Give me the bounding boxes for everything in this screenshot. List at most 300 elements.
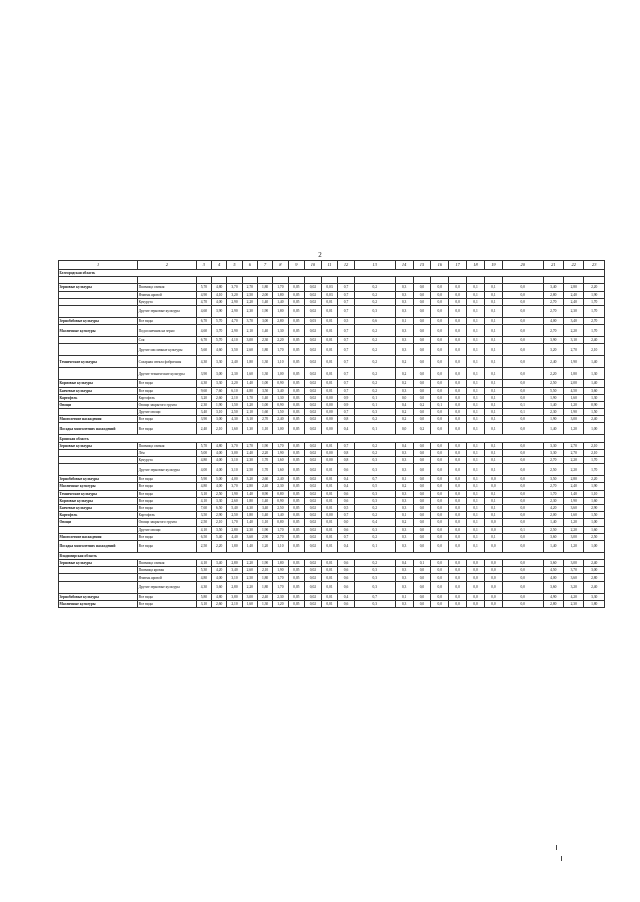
value-cell: 0,1 xyxy=(467,540,485,552)
value-cell: 0,7 xyxy=(338,442,355,449)
value-cell: 3,40 xyxy=(212,560,227,567)
value-cell: 0,1 xyxy=(467,284,485,291)
table-row xyxy=(59,305,605,317)
value-cell: 1,10 xyxy=(273,356,288,368)
value-cell: 4,20 xyxy=(564,593,584,600)
value-cell: 0,03 xyxy=(321,284,338,291)
value-cell: 4,80 xyxy=(212,284,227,291)
value-cell: 2,30 xyxy=(196,401,211,408)
value-cell: 0,0 xyxy=(413,442,431,449)
value-cell: 0,7 xyxy=(338,291,355,298)
value-cell: 0,3 xyxy=(395,574,413,581)
value-cell: 0,02 xyxy=(305,490,322,497)
crop-cell: Все виды xyxy=(138,380,197,387)
value-cell: 2,10 xyxy=(242,409,257,416)
value-cell: 0,2 xyxy=(395,368,413,380)
crop-group-cell: Зернобобовые культуры xyxy=(59,317,138,324)
crop-group-cell xyxy=(59,277,138,284)
value-cell: 2,70 xyxy=(584,317,605,324)
value-cell: 0,05 xyxy=(288,387,305,394)
value-cell: 0,1 xyxy=(467,337,485,344)
value-cell xyxy=(484,277,502,284)
crop-cell: Все виды xyxy=(138,497,197,504)
value-cell: 5,70 xyxy=(196,442,211,449)
column-header: 12 xyxy=(338,261,355,270)
value-cell: 1,80 xyxy=(242,497,257,504)
value-cell: 0,3 xyxy=(395,533,413,540)
table-row xyxy=(59,504,605,511)
value-cell: 0,6 xyxy=(338,560,355,567)
value-cell: 2,70 xyxy=(564,449,584,456)
value-cell: 3,10 xyxy=(212,409,227,416)
value-cell: 7,60 xyxy=(196,504,211,511)
value-cell: 0,0 xyxy=(502,442,543,449)
value-cell: 2,60 xyxy=(257,476,272,483)
value-cell: 0,1 xyxy=(484,298,502,305)
value-cell: 0,05 xyxy=(288,423,305,435)
value-cell: 1,70 xyxy=(584,325,605,337)
value-cell: 0,05 xyxy=(288,504,305,511)
value-cell: 0,0 xyxy=(413,464,431,476)
crop-group-cell: Бахчевые культуры xyxy=(59,387,138,394)
value-cell: 1,90 xyxy=(543,416,563,423)
value-cell: 3,60 xyxy=(564,504,584,511)
value-cell: 0,0 xyxy=(413,581,431,593)
value-cell: 0,0 xyxy=(413,416,431,423)
value-cell: 0,05 xyxy=(288,519,305,526)
value-cell: 0,7 xyxy=(338,356,355,368)
value-cell: 0,1 xyxy=(467,519,485,526)
column-header: 19 xyxy=(484,261,502,270)
value-cell: 3,00 xyxy=(564,416,584,423)
value-cell: 0,0 xyxy=(413,497,431,504)
value-cell: 0,0 xyxy=(502,337,543,344)
table-row xyxy=(59,298,605,305)
value-cell: 2,50 xyxy=(543,526,563,533)
value-cell: 4,00 xyxy=(227,476,242,483)
value-cell: 0,02 xyxy=(305,409,322,416)
value-cell: 4,30 xyxy=(242,504,257,511)
table-row xyxy=(59,277,605,284)
value-cell: 0,02 xyxy=(305,483,322,490)
value-cell: 0,6 xyxy=(338,497,355,504)
value-cell: 3,20 xyxy=(196,394,211,401)
yield-norms-table xyxy=(58,260,605,608)
value-cell: 4,80 xyxy=(212,593,227,600)
value-cell: 1,80 xyxy=(257,581,272,593)
value-cell: 3,20 xyxy=(564,581,584,593)
table-row xyxy=(59,567,605,574)
table-row xyxy=(59,581,605,593)
value-cell: 0,0 xyxy=(502,497,543,504)
value-cell: 3,40 xyxy=(273,387,288,394)
value-cell: 0,0 xyxy=(413,567,431,574)
value-cell: 3,10 xyxy=(196,490,211,497)
value-cell: 2,30 xyxy=(242,526,257,533)
value-cell: 2,20 xyxy=(242,581,257,593)
value-cell: 0,9 xyxy=(338,394,355,401)
value-cell: 0,1 xyxy=(467,344,485,356)
value-cell: 1,60 xyxy=(584,526,605,533)
crop-cell: Все виды xyxy=(138,504,197,511)
value-cell: 0,03 xyxy=(288,401,305,408)
column-header: 1 xyxy=(59,261,138,270)
value-cell: 1,90 xyxy=(257,442,272,449)
crop-cell: Все виды xyxy=(138,416,197,423)
value-cell: 1,40 xyxy=(257,512,272,519)
value-cell: 2,90 xyxy=(227,298,242,305)
crop-cell: Другие зерновые культуры xyxy=(138,464,197,476)
value-cell: 1,50 xyxy=(273,409,288,416)
value-cell: 3,00 xyxy=(212,416,227,423)
value-cell: 0,0 xyxy=(431,581,449,593)
value-cell: 1,50 xyxy=(584,512,605,519)
value-cell: 0,0 xyxy=(449,449,467,456)
value-cell: 0,1 xyxy=(484,533,502,540)
value-cell: 2,30 xyxy=(564,305,584,317)
value-cell: 0,4 xyxy=(395,442,413,449)
value-cell: 0,3 xyxy=(395,449,413,456)
region-row xyxy=(59,552,605,559)
table-row xyxy=(59,560,605,567)
value-cell: 4,00 xyxy=(212,298,227,305)
value-cell: 3,00 xyxy=(257,317,272,324)
crop-group-cell xyxy=(59,457,138,464)
value-cell: 0,3 xyxy=(354,409,395,416)
value-cell: 1,90 xyxy=(257,305,272,317)
value-cell: 1,40 xyxy=(242,380,257,387)
value-cell: 0,80 xyxy=(273,519,288,526)
value-cell: 5,70 xyxy=(196,284,211,291)
value-cell: 3,60 xyxy=(212,581,227,593)
value-cell: 2,50 xyxy=(543,380,563,387)
value-cell: 0,6 xyxy=(354,317,395,324)
value-cell: 0,6 xyxy=(338,526,355,533)
table-row xyxy=(59,457,605,464)
value-cell: 2,90 xyxy=(212,512,227,519)
value-cell: 1,10 xyxy=(257,519,272,526)
value-cell: 2,80 xyxy=(584,574,605,581)
value-cell: 0,0 xyxy=(413,540,431,552)
value-cell: 0,7 xyxy=(338,298,355,305)
value-cell: 3,30 xyxy=(543,449,563,456)
crop-cell: Картофель xyxy=(138,512,197,519)
value-cell: 0,3 xyxy=(354,574,395,581)
value-cell: 0,2 xyxy=(354,512,395,519)
value-cell xyxy=(431,277,449,284)
value-cell: 2,20 xyxy=(584,476,605,483)
value-cell: 0,0 xyxy=(413,337,431,344)
value-cell: 2,70 xyxy=(564,344,584,356)
value-cell xyxy=(242,277,257,284)
value-cell: 0,0 xyxy=(449,284,467,291)
value-cell: 0,0 xyxy=(502,540,543,552)
value-cell: 0,1 xyxy=(467,457,485,464)
value-cell: 0,0 xyxy=(449,600,467,607)
value-cell: 0,01 xyxy=(321,540,338,552)
value-cell: 0,0 xyxy=(431,291,449,298)
value-cell: 0,02 xyxy=(305,394,322,401)
value-cell: 0,3 xyxy=(395,581,413,593)
value-cell: 0,01 xyxy=(321,567,338,574)
value-cell: 0,1 xyxy=(484,449,502,456)
value-cell: 3,40 xyxy=(196,409,211,416)
value-cell: 3,70 xyxy=(242,317,257,324)
page-number: 2 xyxy=(318,251,322,259)
value-cell: 0,1 xyxy=(467,423,485,435)
value-cell: 2,60 xyxy=(212,394,227,401)
value-cell: 5,40 xyxy=(212,533,227,540)
crop-cell: Другие технические культуры xyxy=(138,368,197,380)
value-cell: 5,50 xyxy=(543,387,563,394)
value-cell: 0,0 xyxy=(431,344,449,356)
table-row xyxy=(59,409,605,416)
value-cell: 2,10 xyxy=(584,344,605,356)
value-cell: 0,00 xyxy=(321,449,338,456)
value-cell: 0,1 xyxy=(484,497,502,504)
crop-group-cell: Зерновые культуры xyxy=(59,284,138,291)
value-cell: 0,1 xyxy=(502,526,543,533)
table-row xyxy=(59,394,605,401)
value-cell: 0,90 xyxy=(273,497,288,504)
value-cell: 0,0 xyxy=(484,476,502,483)
value-cell: 0,2 xyxy=(354,298,395,305)
column-header: 10 xyxy=(305,261,322,270)
value-cell: 2,80 xyxy=(227,581,242,593)
column-header: 23 xyxy=(584,261,605,270)
value-cell: 0,0 xyxy=(502,387,543,394)
value-cell: 0,1 xyxy=(467,291,485,298)
value-cell: 0,0 xyxy=(413,409,431,416)
value-cell: 0,01 xyxy=(321,317,338,324)
value-cell: 3,50 xyxy=(257,387,272,394)
value-cell: 0,02 xyxy=(305,560,322,567)
value-cell xyxy=(413,277,431,284)
value-cell xyxy=(449,277,467,284)
value-cell: 0,2 xyxy=(413,423,431,435)
value-cell: 0,3 xyxy=(354,497,395,504)
value-cell: 4,10 xyxy=(227,337,242,344)
value-cell: 2,40 xyxy=(584,337,605,344)
value-cell: 0,0 xyxy=(502,533,543,540)
value-cell: 0,00 xyxy=(321,423,338,435)
value-cell: 0,02 xyxy=(305,476,322,483)
column-header: 6 xyxy=(242,261,257,270)
value-cell: 0,2 xyxy=(354,449,395,456)
value-cell: 0,05 xyxy=(288,442,305,449)
value-cell: 1,60 xyxy=(273,457,288,464)
crop-group-cell xyxy=(59,337,138,344)
value-cell: 0,1 xyxy=(467,409,485,416)
value-cell: 0,00 xyxy=(321,416,338,423)
value-cell: 0,0 xyxy=(431,567,449,574)
value-cell: 0,0 xyxy=(502,344,543,356)
value-cell: 4,70 xyxy=(196,298,211,305)
value-cell: 0,0 xyxy=(502,394,543,401)
value-cell: 0,02 xyxy=(305,449,322,456)
crop-group-cell: Технические культуры xyxy=(59,356,138,368)
value-cell: 1,60 xyxy=(227,423,242,435)
value-cell: 1,20 xyxy=(273,600,288,607)
value-cell: 2,20 xyxy=(584,284,605,291)
value-cell: 3,90 xyxy=(196,416,211,423)
crop-cell: Кукуруза xyxy=(138,457,197,464)
crop-cell: Все виды xyxy=(138,600,197,607)
value-cell: 0,2 xyxy=(354,368,395,380)
value-cell: 2,60 xyxy=(242,344,257,356)
column-header: 8 xyxy=(273,261,288,270)
value-cell: 0,3 xyxy=(395,325,413,337)
value-cell: 0,3 xyxy=(395,540,413,552)
value-cell: 0,7 xyxy=(338,368,355,380)
value-cell: 0,01 xyxy=(321,298,338,305)
value-cell: 1,20 xyxy=(564,423,584,435)
value-cell: 5,00 xyxy=(212,476,227,483)
value-cell: 0,0 xyxy=(449,457,467,464)
value-cell: 2,40 xyxy=(257,483,272,490)
value-cell: 5,80 xyxy=(196,593,211,600)
value-cell: 3,20 xyxy=(227,291,242,298)
value-cell: 0,0 xyxy=(413,593,431,600)
value-cell: 0,02 xyxy=(305,512,322,519)
value-cell: 3,60 xyxy=(564,574,584,581)
value-cell: 3,30 xyxy=(584,593,605,600)
value-cell: 3,90 xyxy=(196,368,211,380)
value-cell: 0,2 xyxy=(395,380,413,387)
value-cell: 0,3 xyxy=(395,526,413,533)
value-cell: 0,01 xyxy=(321,305,338,317)
value-cell: 3,50 xyxy=(212,526,227,533)
value-cell: 1,40 xyxy=(543,540,563,552)
value-cell: 0,1 xyxy=(484,409,502,416)
value-cell: 2,20 xyxy=(543,368,563,380)
table-row xyxy=(59,449,605,456)
value-cell: 2,40 xyxy=(242,449,257,456)
value-cell: 0,0 xyxy=(449,317,467,324)
value-cell: 0,03 xyxy=(288,394,305,401)
crop-cell: Другие овощи xyxy=(138,526,197,533)
column-header: 20 xyxy=(502,261,543,270)
value-cell: 0,02 xyxy=(305,416,322,423)
value-cell: 0,7 xyxy=(354,593,395,600)
table-row xyxy=(59,526,605,533)
value-cell: 0,1 xyxy=(395,317,413,324)
crop-group-cell xyxy=(59,368,138,380)
value-cell: 1,80 xyxy=(227,540,242,552)
value-cell: 0,00 xyxy=(321,409,338,416)
value-cell: 2,30 xyxy=(543,409,563,416)
value-cell: 0,02 xyxy=(305,387,322,394)
value-cell: 0,0 xyxy=(449,387,467,394)
value-cell: 0,01 xyxy=(321,519,338,526)
value-cell: 0,02 xyxy=(305,337,322,344)
value-cell: 1,20 xyxy=(564,401,584,408)
value-cell: 0,6 xyxy=(338,464,355,476)
value-cell: 2,50 xyxy=(227,409,242,416)
crop-group-cell xyxy=(59,449,138,456)
value-cell: 0,05 xyxy=(288,457,305,464)
value-cell: 1,30 xyxy=(584,368,605,380)
value-cell: 2,00 xyxy=(543,512,563,519)
value-cell: 2,70 xyxy=(543,457,563,464)
value-cell: 1,80 xyxy=(273,291,288,298)
value-cell: 3,00 xyxy=(564,533,584,540)
value-cell: 0,0 xyxy=(431,519,449,526)
table-row xyxy=(59,464,605,476)
value-cell: 0,0 xyxy=(449,442,467,449)
value-cell: 2,50 xyxy=(242,574,257,581)
value-cell: 1,80 xyxy=(257,574,272,581)
value-cell: 0,2 xyxy=(354,533,395,540)
value-cell: 4,00 xyxy=(212,464,227,476)
value-cell: 0,1 xyxy=(354,401,395,408)
value-cell: 0,05 xyxy=(288,305,305,317)
value-cell: 0,0 xyxy=(431,337,449,344)
value-cell: 0,5 xyxy=(338,504,355,511)
value-cell: 1,00 xyxy=(257,380,272,387)
crop-cell: Овощи закрытого грунта xyxy=(138,519,197,526)
value-cell: 1,90 xyxy=(564,409,584,416)
table-row xyxy=(59,497,605,504)
value-cell xyxy=(395,277,413,284)
value-cell: 3,60 xyxy=(543,581,563,593)
table-row xyxy=(59,490,605,497)
value-cell xyxy=(212,277,227,284)
value-cell: 0,1 xyxy=(484,457,502,464)
crop-group-cell: Технические культуры xyxy=(59,490,138,497)
value-cell: 0,02 xyxy=(305,284,322,291)
value-cell: 0,1 xyxy=(467,305,485,317)
crop-group-cell: Многолетние насаждения xyxy=(59,533,138,540)
value-cell: 0,0 xyxy=(413,305,431,317)
value-cell: 1,30 xyxy=(242,423,257,435)
value-cell: 2,40 xyxy=(273,416,288,423)
value-cell: 3,00 xyxy=(564,560,584,567)
value-cell: 0,0 xyxy=(502,574,543,581)
value-cell: 4,80 xyxy=(196,483,211,490)
value-cell: 0,3 xyxy=(395,567,413,574)
value-cell: 1,40 xyxy=(242,540,257,552)
value-cell: 6,70 xyxy=(196,317,211,324)
column-header: 3 xyxy=(196,261,211,270)
value-cell: 1,00 xyxy=(273,368,288,380)
value-cell: 0,2 xyxy=(354,442,395,449)
crop-group-cell: Масличные культуры xyxy=(59,600,138,607)
value-cell: 4,00 xyxy=(212,449,227,456)
value-cell: 2,10 xyxy=(227,600,242,607)
value-cell: 0,05 xyxy=(288,337,305,344)
value-cell: 0,1 xyxy=(467,356,485,368)
region-row xyxy=(59,270,605,277)
value-cell: 0,1 xyxy=(467,317,485,324)
value-cell: 0,01 xyxy=(321,581,338,593)
value-cell: 0,1 xyxy=(484,368,502,380)
value-cell: 0,7 xyxy=(338,380,355,387)
value-cell: 0,05 xyxy=(288,416,305,423)
value-cell: 3,40 xyxy=(227,567,242,574)
value-cell: 0,1 xyxy=(484,442,502,449)
value-cell: 1,40 xyxy=(543,401,563,408)
table-row xyxy=(59,317,605,324)
value-cell: 2,00 xyxy=(257,291,272,298)
value-cell: 0,0 xyxy=(449,519,467,526)
value-cell: 1,40 xyxy=(242,490,257,497)
value-cell: 1,80 xyxy=(273,560,288,567)
crop-group-cell: Зерновые культуры xyxy=(59,442,138,449)
value-cell: 0,05 xyxy=(288,284,305,291)
value-cell: 0,90 xyxy=(273,401,288,408)
value-cell: 2,70 xyxy=(242,442,257,449)
